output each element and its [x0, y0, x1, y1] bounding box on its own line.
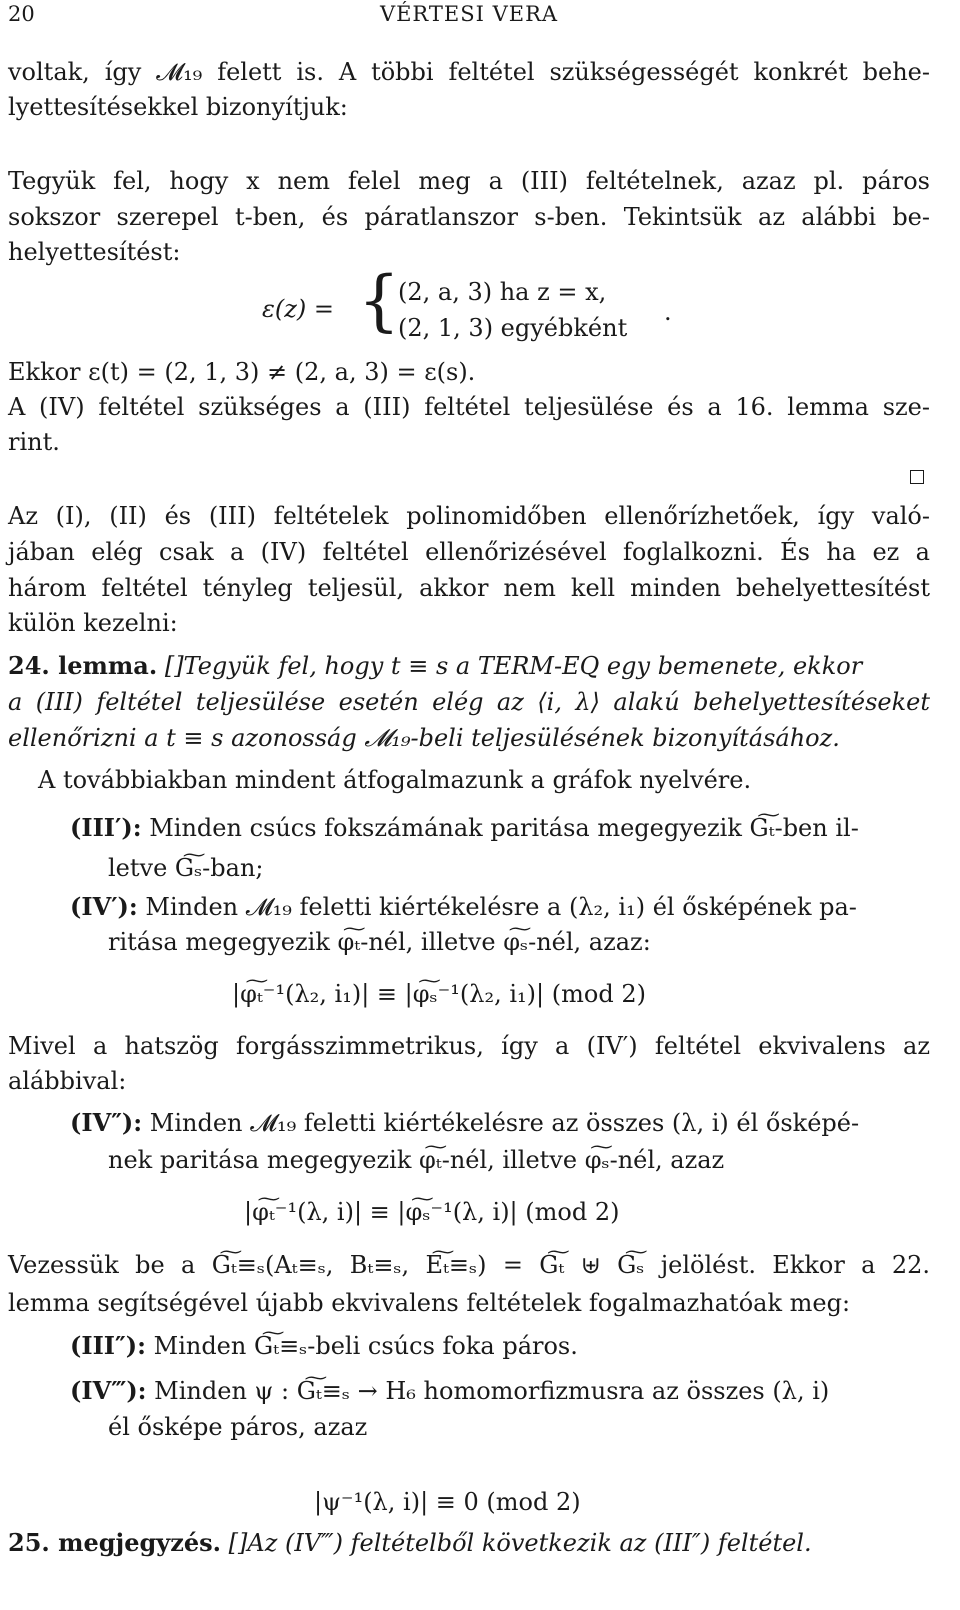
text-line: három feltétel tényleg teljesül, akkor nem kell minden behelyettesítést — [8, 574, 930, 602]
remark-25 — [8, 1528, 812, 1557]
formula-iv-triple-prime: |ψ⁻¹(λ, i)| ≡ 0 (mod 2) — [314, 1488, 581, 1516]
condition-iv-prime-line-1 — [70, 892, 857, 921]
condition-label: (III′): — [70, 813, 142, 842]
running-header — [8, 2, 930, 28]
condition-text: Minden csúcs fokszámának paritása megegyezik G͠ₜ-ben il- — [141, 814, 859, 842]
text-line: alábbival: — [8, 1067, 127, 1095]
page-number: 20 — [8, 2, 35, 26]
text-line: Az (I), (II) és (III) feltételek polinomidőben ellenőrízhetőek, így való- — [8, 502, 930, 530]
condition-text: Minden ψ : G͠ₜ≡ₛ → H₆ homomorfizmusra az összes (λ, i) — [146, 1377, 830, 1405]
text-line: Ekkor ε(t) = (2, 1, 3) ≠ (2, a, 3) = ε(s). — [8, 358, 476, 386]
condition-iii-double-prime — [70, 1331, 578, 1360]
epsilon-case-2: (2, 1, 3) egyébként — [398, 314, 628, 342]
text-line: rint. — [8, 428, 60, 456]
text-line: él ősképe páros, azaz — [108, 1413, 368, 1441]
text-line: külön kezelni: — [8, 609, 178, 637]
cases-brace: { — [358, 262, 400, 339]
lemma-24-line-1 — [8, 651, 863, 680]
condition-iv-triple-prime-line-1 — [70, 1376, 830, 1405]
condition-iii-prime-line-1 — [70, 813, 859, 842]
condition-text: Minden 𝓜₁₉ feletti kiértékelésre a (λ₂, i₁) él ősképének pa- — [137, 893, 857, 921]
lemma-24-label: 24. lemma. — [8, 651, 158, 680]
condition-label: (III″): — [70, 1331, 146, 1360]
formula-iv-double-prime: |φ͠ₜ⁻¹(λ, i)| ≡ |φ͠ₛ⁻¹(λ, i)| (mod 2) — [244, 1198, 620, 1226]
condition-label: (IV‴): — [70, 1376, 147, 1405]
text-line: nek paritása megegyezik φ͠ₜ-nél, illetve φ͠ₛ-nél, azaz — [108, 1146, 725, 1174]
condition-text: Minden 𝓜₁₉ feletti kiértékelésre az összes (λ, i) él ősképé- — [142, 1109, 860, 1137]
text-line: lemma segítségével újabb ekvivalens feltételek fogalmazhatóak meg: — [8, 1289, 851, 1317]
text-line: lyettesítésekkel bizonyítjuk: — [8, 93, 348, 121]
text-line: helyettesítést: — [8, 238, 181, 266]
text-line: ellenőrizni a t ≡ s azonosság 𝓜₁₉-beli teljesülésének bizonyításához. — [8, 724, 840, 752]
condition-label: (IV′): — [70, 892, 138, 921]
text-line: ritása megegyezik φ͠ₜ-nél, illetve φ͠ₛ-nél, azaz: — [108, 928, 651, 956]
text-line: A továbbiakban mindent átfogalmazunk a gráfok nyelvére. — [38, 766, 752, 794]
text-line: jában elég csak a (IV) feltétel ellenőrizésével foglalkozni. És ha ez a — [8, 538, 930, 566]
epsilon-case-1: (2, a, 3) ha z = x, — [398, 278, 607, 306]
text-line: letve G͠ₛ-ban; — [108, 854, 264, 882]
qed-box-icon — [910, 470, 924, 484]
formula-period: . — [664, 298, 672, 326]
remark-25-text: []Az (IV‴) feltételből következik az (III″) feltétel. — [221, 1529, 812, 1557]
condition-text: Minden G͠ₜ≡ₛ-beli csúcs foka páros. — [145, 1332, 578, 1360]
epsilon-definition-lhs: ε(z) = — [262, 295, 334, 323]
text-line: A (IV) feltétel szükséges a (III) feltétel teljesülése és a 16. lemma sze- — [8, 393, 930, 421]
lemma-24-text: []Tegyük fel, hogy t ≡ s a TERM-EQ egy bemenete, ekkor — [157, 652, 863, 680]
text-line: sokszor szerepel t-ben, és páratlanszor s-ben. Tekintsük az alábbi be- — [8, 203, 930, 231]
formula-iv-prime: |φ͠ₜ⁻¹(λ₂, i₁)| ≡ |φ͠ₛ⁻¹(λ₂, i₁)| (mod 2) — [232, 980, 646, 1008]
condition-iv-double-prime-line-1 — [70, 1108, 860, 1137]
running-title: VÉRTESI VERA — [379, 2, 559, 26]
condition-label: (IV″): — [70, 1108, 143, 1137]
text-line: voltak, így 𝓜₁₉ felett is. A többi feltétel szükségességét konkrét behe- — [8, 58, 930, 86]
text-line: Mivel a hatszög forgásszimmetrikus, így a (IV′) feltétel ekvivalens az — [8, 1032, 930, 1060]
remark-25-label: 25. megjegyzés. — [8, 1528, 221, 1557]
text-line: Tegyük fel, hogy x nem felel meg a (III) feltételnek, azaz pl. páros — [8, 167, 930, 195]
text-line: Vezessük be a G͠ₜ≡ₛ(Aₜ≡ₛ, Bₜ≡ₛ, E͠ₜ≡ₛ) = G͠ₜ ⊎ G͠ₛ jelölést. Ekkor a 22. — [8, 1251, 930, 1279]
text-line: a (III) feltétel teljesülése esetén elég az ⟨i, λ⟩ alakú behelyettesítéseket — [8, 688, 930, 716]
